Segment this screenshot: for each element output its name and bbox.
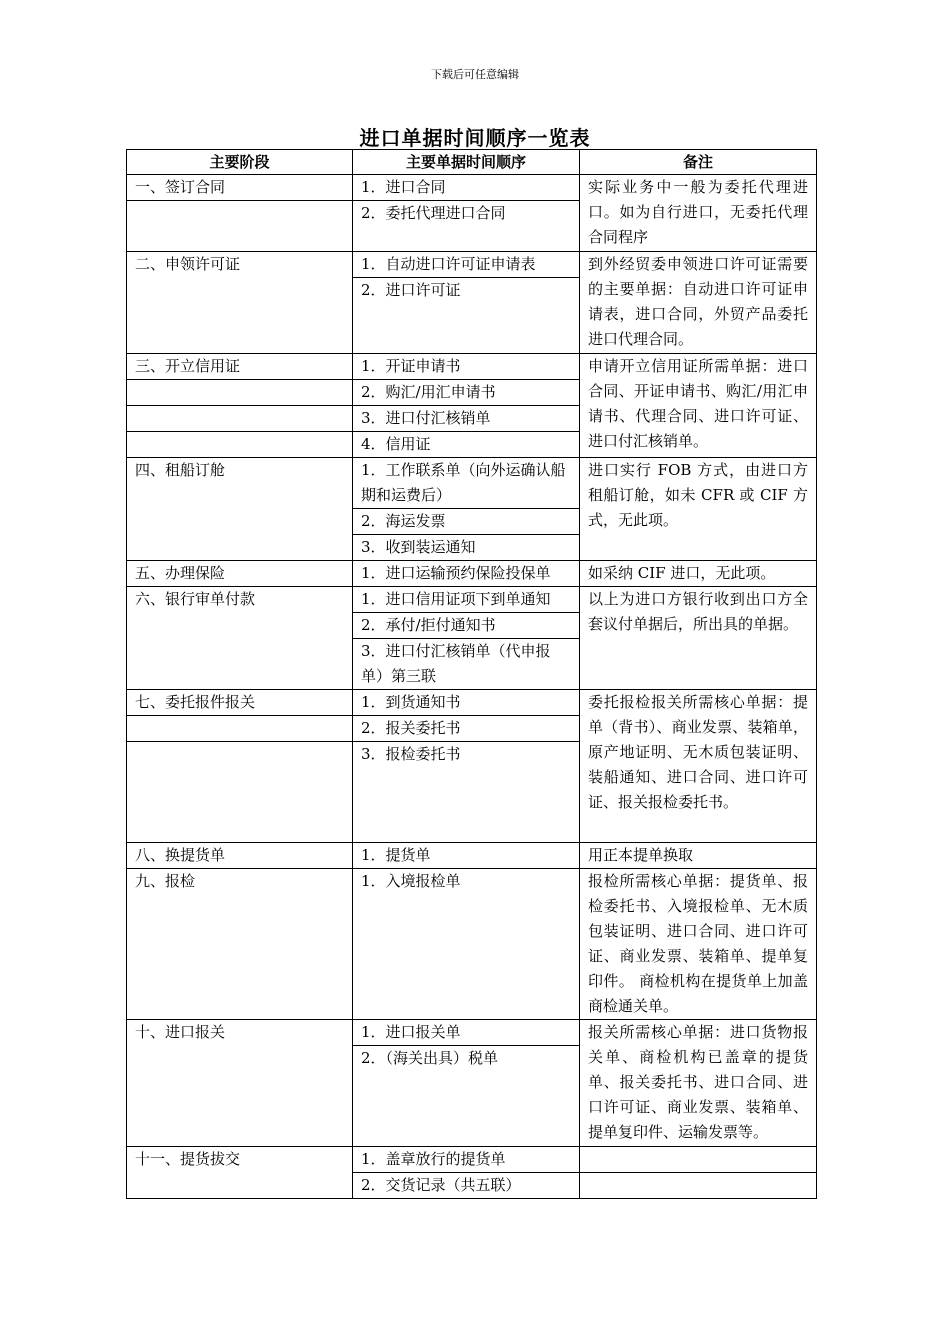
doc-cell: 2．进口许可证 [353,278,580,354]
doc-cell: 2．承付/拒付通知书 [353,613,580,639]
page-header: 下载后可任意编辑 [431,68,519,81]
note-cell: 以上为进口方银行收到出口方全套议付单据后，所出具的单据。 [580,587,817,690]
doc-cell: 1．工作联系单（向外运确认船期和运费后） [353,458,580,509]
doc-cell: 2．委托代理进口合同 [353,201,580,252]
doc-cell: 1．入境报检单 [353,869,580,1020]
note-cell: 报检所需核心单据：提货单、报检委托书、入境报检单、无木质包装证明、进口合同、进口许可证、商业发票、装箱单、提单复印件。 商检机构在提货单上加盖商检通关单。 [580,869,817,1020]
table-row [127,1020,817,1046]
table-row [127,843,817,869]
stage-cell: 二、申领许可证 [127,252,353,354]
doc-cell: 2．海运发票 [353,509,580,535]
column-header-note: 备注 [580,150,817,175]
column-header-docs: 主要单据时间顺序 [353,150,580,175]
stage-cell: 十一、提货拔交 [127,1147,353,1199]
doc-cell: 3．进口付汇核销单 [353,406,580,432]
table-header-row [127,150,817,175]
note-cell: 到外经贸委申领进口许可证需要的主要单据：自动进口许可证申请表，进口合同，外贸产品委托进口代理合同。 [580,252,817,354]
doc-cell: 3．进口付汇核销单（代申报单）第三联 [353,639,580,690]
document-table [126,149,817,1199]
note-cell [580,1147,817,1173]
doc-cell: 1．提货单 [353,843,580,869]
doc-cell: 1．进口运输预约保险投保单 [353,561,580,587]
note-cell: 用正本提单换取 [580,843,817,869]
table-row [127,175,817,201]
stage-cell: 五、办理保险 [127,561,353,587]
stage-cell [127,380,353,406]
stage-cell: 六、银行审单付款 [127,587,353,690]
stage-cell [127,742,353,843]
table-row [127,354,817,380]
doc-cell: 4．信用证 [353,432,580,458]
stage-cell: 三、开立信用证 [127,354,353,380]
doc-cell: 2．（海关出具）税单 [353,1046,580,1147]
stage-cell: 十、进口报关 [127,1020,353,1147]
note-cell: 申请开立信用证所需单据：进口合同、开证申请书、购汇/用汇申请书、代理合同、进口许可证、进口付汇核销单。 [580,354,817,458]
doc-cell: 2．交货记录（共五联） [353,1173,580,1199]
table-row [127,587,817,613]
doc-cell: 1．进口信用证项下到单通知 [353,587,580,613]
doc-cell: 1．进口报关单 [353,1020,580,1046]
table-row [127,458,817,509]
stage-cell: 四、租船订舱 [127,458,353,561]
table-row [127,252,817,278]
note-cell: 实际业务中一般为委托代理进口。如为自行进口，无委托代理合同程序 [580,175,817,252]
note-cell: 委托报检报关所需核心单据：提单（背书）、商业发票、装箱单，原产地证明、无木质包装证明、装船通知、进口合同、进口许可证、报关报检委托书。 [580,690,817,843]
stage-cell [127,716,353,742]
note-cell [580,1173,817,1199]
table-row [127,869,817,1020]
doc-cell: 1．盖章放行的提货单 [353,1147,580,1173]
stage-cell [127,406,353,432]
doc-cell: 1．进口合同 [353,175,580,201]
table-row [127,561,817,587]
table-row [127,690,817,716]
note-cell: 报关所需核心单据：进口货物报关单、商检机构已盖章的提货单、报关委托书、进口合同、进口许可证、商业发票、装箱单、提单复印件、运输发票等。 [580,1020,817,1147]
stage-cell: 八、换提货单 [127,843,353,869]
doc-cell: 1．自动进口许可证申请表 [353,252,580,278]
doc-cell: 2．报关委托书 [353,716,580,742]
doc-cell: 1．开证申请书 [353,354,580,380]
note-cell: 进口实行 FOB 方式，由进口方租船订舱，如未 CFR 或 CIF 方式，无此项。 [580,458,817,561]
column-header-stage: 主要阶段 [127,150,353,175]
stage-cell: 九、报检 [127,869,353,1020]
stage-cell [127,201,353,252]
page-title: 进口单据时间顺序一览表 [359,126,591,150]
doc-cell: 3．收到装运通知 [353,535,580,561]
doc-cell: 3．报检委托书 [353,742,580,843]
stage-cell [127,432,353,458]
table-row [127,1147,817,1173]
stage-cell: 七、委托报件报关 [127,690,353,716]
doc-cell: 2．购汇/用汇申请书 [353,380,580,406]
stage-cell: 一、签订合同 [127,175,353,201]
doc-cell: 1．到货通知书 [353,690,580,716]
note-cell: 如采纳 CIF 进口，无此项。 [580,561,817,587]
